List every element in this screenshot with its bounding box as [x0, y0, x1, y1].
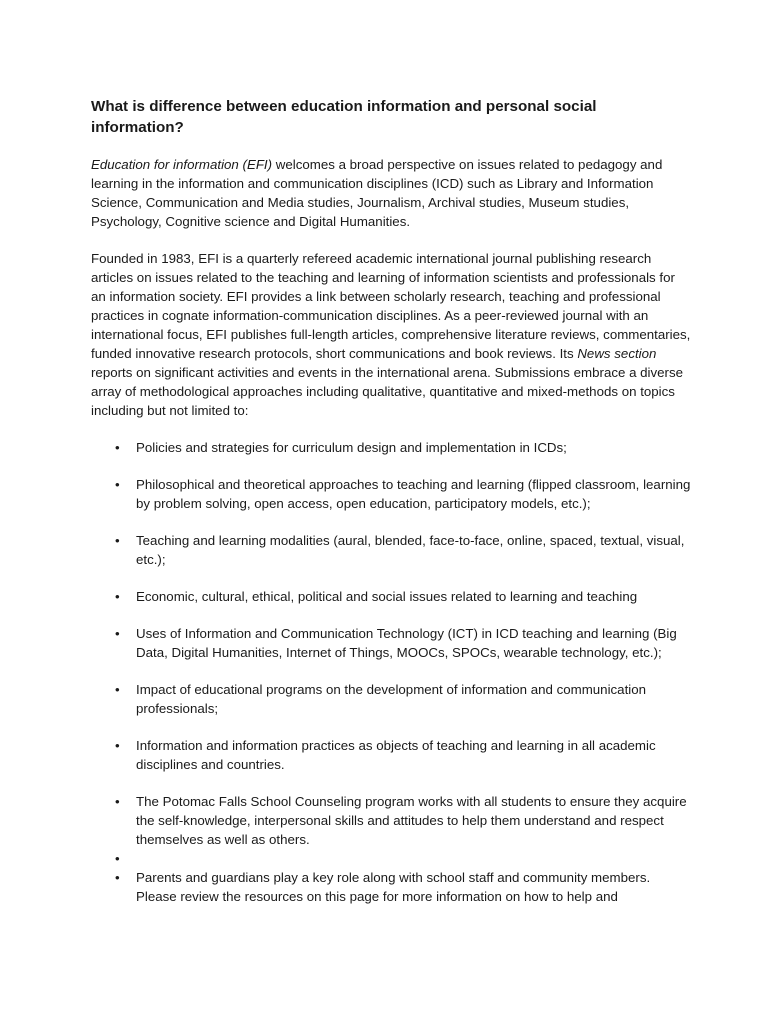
- bullet-icon: •: [115, 533, 120, 548]
- list-item: [91, 624, 691, 662]
- bullet-icon: •: [115, 870, 120, 885]
- news-section-italic: News section: [577, 346, 657, 361]
- bullet-icon: •: [115, 738, 120, 753]
- bullet-icon: •: [115, 851, 120, 866]
- list-item: [91, 680, 691, 718]
- list-item-text: Teaching and learning modalities (aural, blended, face-to-face, online, spaced, textual, visual, etc.);: [136, 533, 685, 567]
- intro-paragraph: [91, 155, 691, 231]
- bullet-icon: •: [115, 626, 120, 641]
- bullet-icon: •: [115, 794, 120, 809]
- list-item: [91, 531, 691, 569]
- list-item-text: Parents and guardians play a key role along with school staff and community members. Please review the resources on this page for more information on how to help and: [136, 870, 651, 904]
- list-item-text: Policies and strategies for curriculum design and implementation in ICDs;: [136, 440, 567, 455]
- list-item-text: Uses of Information and Communication Technology (ICT) in ICD teaching and learning (Big Data, Digital Humanities, Internet of Things, MOOCs, SPOCs, wearable technology, etc.);: [136, 626, 677, 660]
- list-item: [91, 475, 691, 513]
- list-item: [91, 868, 691, 906]
- list-item-text: Impact of educational programs on the development of information and communication professionals;: [136, 682, 647, 716]
- list-item-empty: [91, 849, 691, 868]
- about-text-part1: Founded in 1983, EFI is a quarterly refereed academic international journal publishing research articles on issues related to the teaching and learning of information scientists and professionals for an information society. EFI provides a link between scholarly research, teaching and professional practices in cognate information-communication disciplines. As a peer-reviewed journal with an international focus, EFI publishes full-length articles, comprehensive literature reviews, commentaries, funded innovative research protocols, short communications and book reviews. Its: [91, 251, 691, 361]
- bullet-icon: •: [115, 682, 120, 697]
- list-item: [91, 438, 691, 457]
- bullet-icon: •: [115, 589, 120, 604]
- about-text-part2: reports on significant activities and events in the international arena. Submissions embrace a diverse array of methodological approaches including qualitative, quantitative and mixed-methods on topics including but not limited to:: [91, 365, 684, 418]
- intro-text: welcomes a broad perspective on issues related to pedagogy and learning in the information and communication disciplines (ICD) such as Library and Information Science, Communication and Media studies, Journalism, Archival studies, Museum studies, Psychology, Cognitive science and Digital Humanities.: [91, 157, 663, 229]
- bullet-icon: •: [115, 440, 120, 455]
- document-page: [91, 96, 691, 906]
- list-item: [91, 792, 691, 849]
- list-item: [91, 587, 691, 606]
- intro-italic-lead: Education for information (EFI): [91, 157, 273, 172]
- list-item-text: The Potomac Falls School Counseling program works with all students to ensure they acquire the self-knowledge, interpersonal skills and attitudes to help them understand and respect themselves as well as others.: [136, 794, 687, 847]
- list-item: [91, 736, 691, 774]
- list-item-text: Information and information practices as objects of teaching and learning in all academic disciplines and countries.: [136, 738, 656, 772]
- list-item-text: Economic, cultural, ethical, political and social issues related to learning and teaching: [136, 589, 638, 604]
- list-item-text: Philosophical and theoretical approaches to teaching and learning (flipped classroom, learning by problem solving, open access, open education, participatory models, etc.);: [136, 477, 691, 511]
- topics-list: [91, 438, 691, 906]
- bullet-icon: •: [115, 477, 120, 492]
- about-paragraph: [91, 249, 691, 420]
- document-title: What is difference between education information and personal social information?: [91, 98, 597, 136]
